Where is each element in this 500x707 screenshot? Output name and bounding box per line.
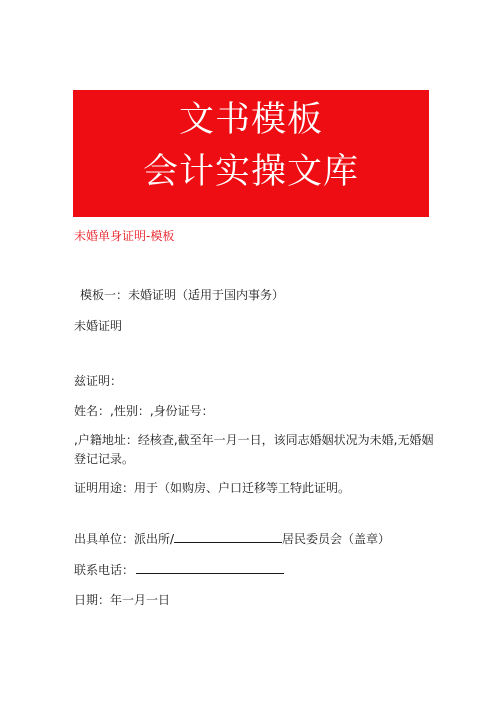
date-line: 日期：年一月一日 <box>74 593 171 607</box>
phone-blank <box>136 561 284 574</box>
issuer-label: 出具单位：派出所/ <box>74 532 175 546</box>
purpose-line: 证明用途：用于（如购房、户口迁移等工特此证明。 <box>74 481 351 495</box>
title-banner <box>73 90 429 217</box>
residence-paragraph: ,户籍地址：经核查,截至年一月一日，该同志婚姻状况为未婚,无婚姻登记记录。 <box>74 433 434 466</box>
intro-text: 兹证明： <box>74 374 123 388</box>
document-subtitle: 未婚单身证明-模板 <box>74 229 175 243</box>
issuer-line <box>74 530 390 547</box>
issuer-suffix: 居民委员会（盖章） <box>282 532 391 546</box>
identity-line: 姓名：,性别：,身份证号： <box>74 404 214 418</box>
banner-title-line-2: 会计实操文库 <box>142 152 359 192</box>
template-heading: 模板一：未婚证明（适用于国内事务） <box>80 288 285 302</box>
document-title: 未婚证明 <box>74 319 123 333</box>
phone-line <box>74 561 284 578</box>
phone-label: 联系电话： <box>74 563 135 577</box>
issuer-blank <box>174 530 282 543</box>
banner-title-line-1: 文书模板 <box>178 100 323 140</box>
